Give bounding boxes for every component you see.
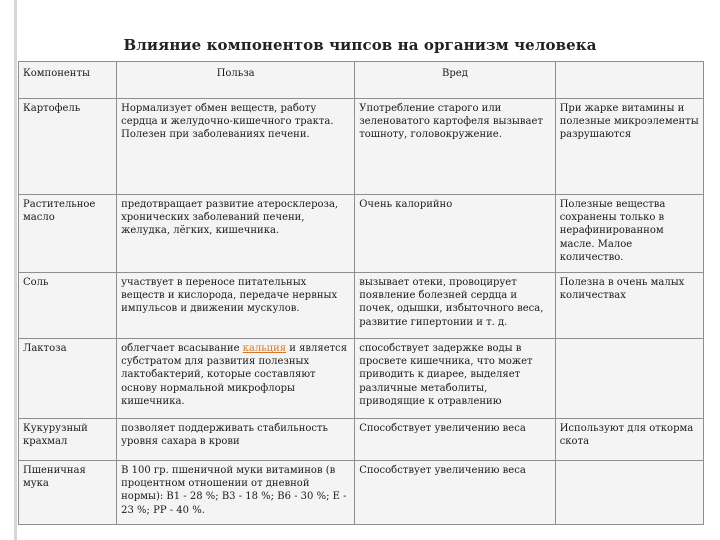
left-margin-bar xyxy=(0,0,17,540)
components-table xyxy=(18,61,704,525)
header-note xyxy=(555,62,703,99)
row-component: Кукурузный крахмал xyxy=(19,419,117,461)
row-benefit: предотвращает развитие атеросклероза, хронических заболеваний печени, желудка, лёгких, кишечника. xyxy=(117,195,355,273)
row-benefit: Нормализует обмен веществ, работу сердца и желудочно-кишечного тракта. Полезен при заболеваниях печени. xyxy=(117,99,355,195)
row-benefit xyxy=(117,339,355,419)
row-harm: Употребление старого или зеленоватого картофеля вызывает тошноту, головокружение. xyxy=(355,99,555,195)
row-harm: Очень калорийно xyxy=(355,195,555,273)
row-component: Соль xyxy=(19,273,117,339)
header-benefit: Польза xyxy=(117,62,355,99)
row-benefit: участвует в переносе питательных веществ и кислорода, передаче нервных импульсов и движении мускулов. xyxy=(117,273,355,339)
row-note xyxy=(555,461,703,525)
row-harm: способствует задержке воды в просвете кишечника, что может приводить к диарее, выделяет различные метаболиты, приводящие к отравлению xyxy=(355,339,555,419)
calcium-link[interactable]: кальция xyxy=(242,343,287,354)
header-harm: Вред xyxy=(355,62,555,99)
page-title: Влияние компонентов чипсов на организм человека xyxy=(123,36,597,54)
row-component: Пшеничная мука xyxy=(19,461,117,525)
row-harm: Способствует увеличению веса xyxy=(355,461,555,525)
table-row xyxy=(19,195,704,273)
row-note: Используют для откорма скота xyxy=(555,419,703,461)
row-harm: Способствует увеличению веса xyxy=(355,419,555,461)
row-component: Лактоза xyxy=(19,339,117,419)
table-row xyxy=(19,461,704,525)
row-component: Растительное масло xyxy=(19,195,117,273)
row-benefit: В 100 гр. пшеничной муки витаминов (в процентном отношении от дневной нормы): В1 - 28 %; В3 - 18 %; В6 - 30 %; Е - 23 %; РР - 40 %. xyxy=(117,461,355,525)
row-benefit: позволяет поддерживать стабильность уровня сахара в крови xyxy=(117,419,355,461)
row-note xyxy=(555,339,703,419)
table-row xyxy=(19,419,704,461)
table-row xyxy=(19,339,704,419)
row-note: Полезные вещества сохранены только в нерафинированном масле. Малое количество. xyxy=(555,195,703,273)
benefit-text-post: и является субстратом для развития полезных лактобактерий, которые составляют основу нормальной микрофлоры кишечника. xyxy=(121,343,348,407)
table-header-row xyxy=(19,62,704,99)
row-harm: вызывает отеки, провоцирует появление болезней сердца и почек, одышки, избыточного веса, развитие гипертонии и т. д. xyxy=(355,273,555,339)
row-note: Полезна в очень малых количествах xyxy=(555,273,703,339)
header-components: Компоненты xyxy=(19,62,117,99)
table-row xyxy=(19,99,704,195)
row-component: Картофель xyxy=(19,99,117,195)
row-note: При жарке витамины и полезные микроэлементы разрушаются xyxy=(555,99,703,195)
benefit-text-pre: облегчает всасывание xyxy=(121,343,243,354)
table-row xyxy=(19,273,704,339)
